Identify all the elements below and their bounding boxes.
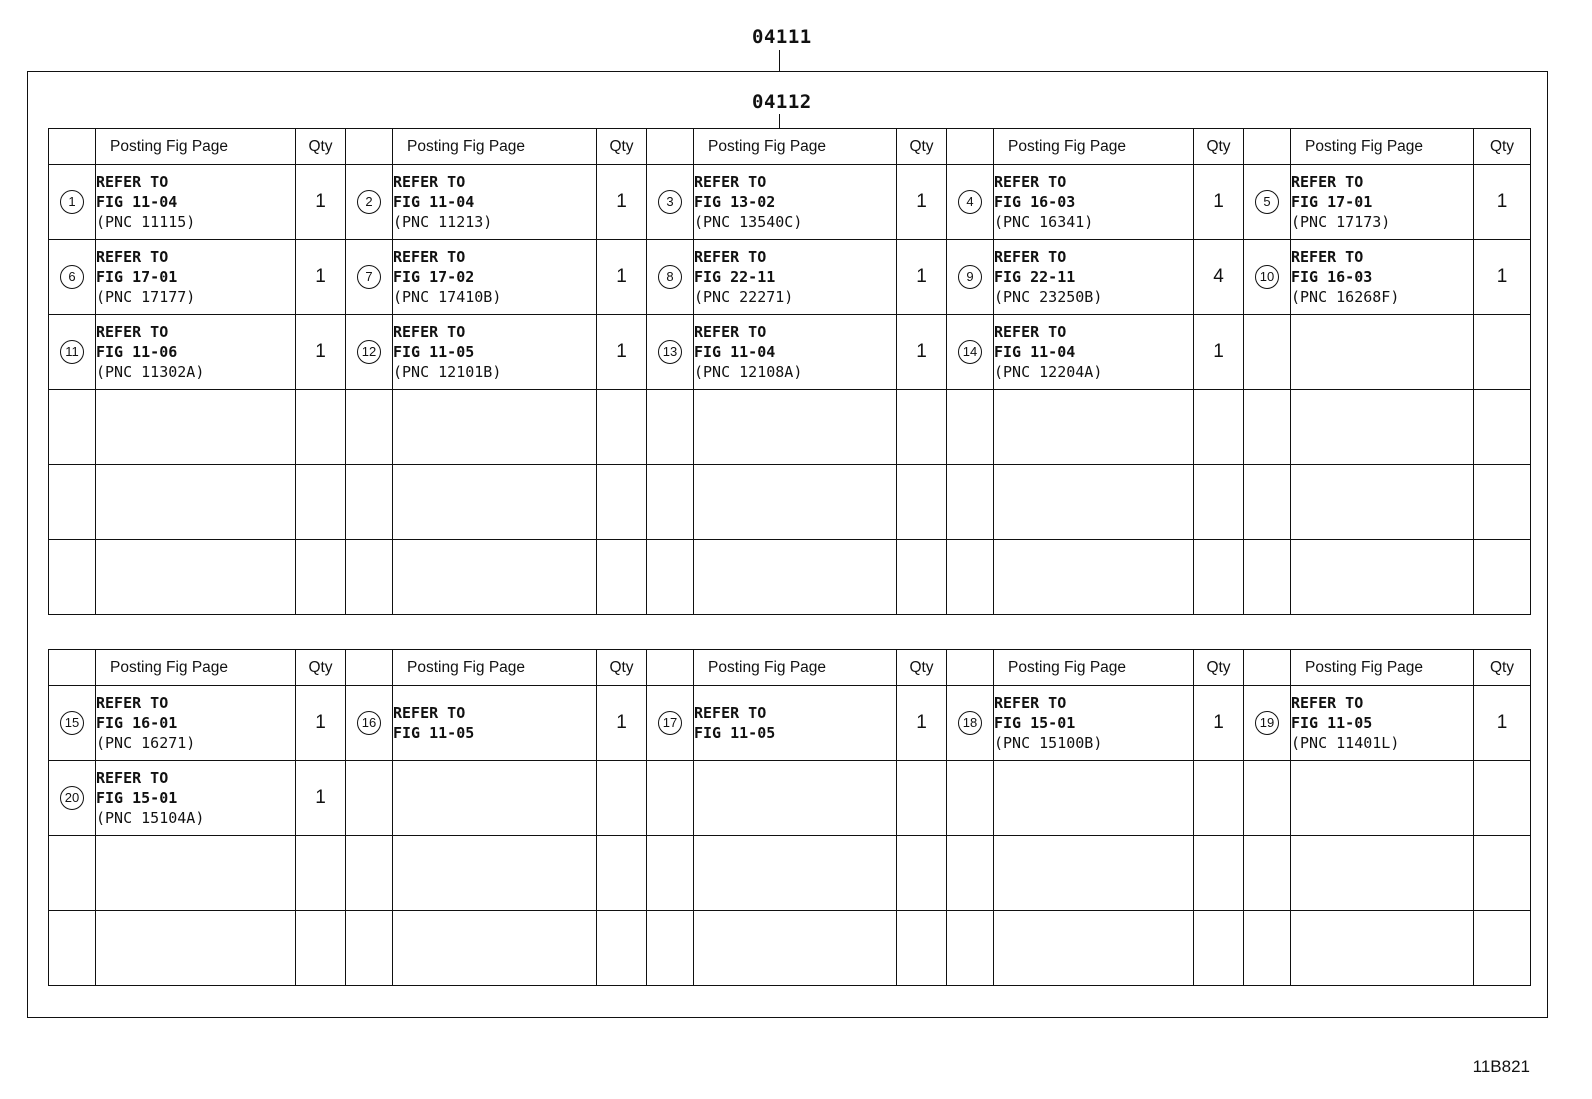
pnc-line: (PNC 11302A) [96,363,205,381]
reference-cell [393,240,597,315]
qty-cell [597,315,647,390]
item-number-cell [947,390,994,465]
table-row [49,686,1531,761]
qty-cell [597,240,647,315]
qty-cell [897,836,947,911]
item-number-cell [647,465,694,540]
refer-to-line: REFER TO [694,704,767,722]
reference-cell [1291,390,1474,465]
item-number-cell [346,540,393,615]
qty-value: 1 [916,266,927,287]
qty-cell [1194,390,1244,465]
item-number-cell [647,761,694,836]
qty-cell [296,240,346,315]
item-number-cell [947,315,994,390]
qty-value: 1 [315,191,326,212]
item-number-cell [1244,540,1291,615]
qty-cell [1194,686,1244,761]
reference-cell [96,686,296,761]
qty-cell [1474,240,1531,315]
refer-to-line: REFER TO [96,248,169,266]
pnc-line: (PNC 12108A) [694,363,803,381]
reference-cell [393,836,597,911]
qty-cell [897,686,947,761]
qty-value: 1 [1213,712,1224,733]
pnc-line: (PNC 12204A) [994,363,1103,381]
reference-cell [393,465,597,540]
item-number-cell [647,240,694,315]
item-number-cell [1244,315,1291,390]
fig-line: FIG 16-03 [994,193,1076,211]
qty-cell [1474,540,1531,615]
item-number-badge: 6 [60,265,84,289]
fig-line: FIG 17-01 [96,268,178,286]
item-number-cell [346,911,393,986]
qty-cell [897,761,947,836]
fig-line: FIG 22-11 [994,268,1076,286]
item-number-badge: 16 [357,711,381,735]
reference-cell [96,911,296,986]
reference-cell [694,836,897,911]
item-number-cell [647,315,694,390]
table-row [49,761,1531,836]
fig-line: FIG 13-02 [694,193,776,211]
refer-to-line: REFER TO [96,173,169,191]
header-number-cell [49,650,96,686]
qty-cell [296,911,346,986]
pnc-line: (PNC 17173) [1291,213,1391,231]
qty-cell [296,540,346,615]
reference-cell [1291,836,1474,911]
table-row [49,240,1531,315]
refer-to-line: REFER TO [694,173,767,191]
refer-to-line: REFER TO [393,323,466,341]
item-number-badge: 4 [958,190,982,214]
qty-cell [296,315,346,390]
qty-cell [1474,315,1531,390]
pnc-line: (PNC 17177) [96,288,196,306]
qty-cell [597,686,647,761]
reference-cell [694,165,897,240]
qty-cell [1194,836,1244,911]
item-number-badge: 5 [1255,190,1279,214]
reference-cell [96,836,296,911]
item-number-badge: 19 [1255,711,1279,735]
reference-cell [96,165,296,240]
item-number-badge: 15 [60,711,84,735]
item-number-cell [947,836,994,911]
refer-to-line: REFER TO [994,323,1067,341]
refer-to-line: REFER TO [994,248,1067,266]
header-posting-fig-page: Posting Fig Page [694,650,897,686]
item-number-badge: 2 [357,190,381,214]
qty-value: 1 [916,341,927,362]
item-number-badge: 9 [958,265,982,289]
qty-cell [897,315,947,390]
refer-to-line: REFER TO [96,769,169,787]
header-number-cell [647,650,694,686]
item-number-cell [947,761,994,836]
fig-line: FIG 16-01 [96,714,178,732]
table-header-row [49,650,1531,686]
item-number-cell [947,686,994,761]
reference-cell [96,390,296,465]
qty-value: 1 [1213,191,1224,212]
reference-cell [994,836,1194,911]
reference-cell [994,240,1194,315]
header-posting-fig-page: Posting Fig Page [994,650,1194,686]
qty-value: 1 [616,191,627,212]
qty-cell [1194,761,1244,836]
refer-to-line: REFER TO [393,248,466,266]
header-posting-fig-page: Posting Fig Page [96,650,296,686]
fig-line: FIG 11-05 [393,343,475,361]
fig-line: FIG 11-04 [393,193,475,211]
reference-cell [694,240,897,315]
refer-to-line: REFER TO [694,323,767,341]
qty-cell [296,165,346,240]
header-posting-fig-page: Posting Fig Page [694,129,897,165]
refer-to-line: REFER TO [994,694,1067,712]
refer-to-line: REFER TO [393,173,466,191]
qty-cell [1474,911,1531,986]
pnc-line: (PNC 11401L) [1291,734,1400,752]
reference-cell [694,315,897,390]
item-number-cell [346,836,393,911]
reference-cell [393,911,597,986]
reference-cell [994,761,1194,836]
pnc-line: (PNC 15100B) [994,734,1103,752]
qty-value: 1 [616,712,627,733]
header-posting-fig-page: Posting Fig Page [393,650,597,686]
table-row [49,540,1531,615]
header-qty: Qty [1474,650,1531,686]
item-number-badge: 7 [357,265,381,289]
fig-line: FIG 11-04 [994,343,1076,361]
pnc-line: (PNC 16271) [96,734,196,752]
qty-cell [897,465,947,540]
qty-value: 1 [616,341,627,362]
qty-cell [296,686,346,761]
header-number-cell [947,129,994,165]
item-number-cell [647,836,694,911]
item-number-cell [1244,761,1291,836]
reference-cell [1291,540,1474,615]
reference-cell [694,686,897,761]
item-number-badge: 14 [958,340,982,364]
item-number-cell [49,165,96,240]
qty-cell [1194,315,1244,390]
qty-cell [1194,165,1244,240]
reference-cell [694,761,897,836]
item-number-badge: 20 [60,786,84,810]
reference-cell [393,390,597,465]
item-number-cell [49,761,96,836]
header-qty: Qty [296,129,346,165]
qty-cell [597,465,647,540]
qty-value: 1 [315,712,326,733]
pnc-line: (PNC 15104A) [96,809,205,827]
item-number-badge: 12 [357,340,381,364]
label-04111: 04111 [752,26,812,48]
header-qty: Qty [1194,650,1244,686]
item-number-cell [947,240,994,315]
refer-to-line: REFER TO [393,704,466,722]
fig-line: FIG 22-11 [694,268,776,286]
header-qty: Qty [1474,129,1531,165]
qty-cell [1194,465,1244,540]
reference-cell [994,315,1194,390]
reference-cell [96,761,296,836]
item-number-cell [947,165,994,240]
item-number-cell [1244,686,1291,761]
qty-value: 1 [1213,341,1224,362]
table-row [49,390,1531,465]
item-number-cell [49,240,96,315]
item-number-cell [49,911,96,986]
item-number-cell [647,911,694,986]
item-number-cell [49,390,96,465]
item-number-cell [49,836,96,911]
item-number-cell [1244,836,1291,911]
item-number-badge: 11 [60,340,84,364]
reference-cell [96,540,296,615]
item-number-cell [647,540,694,615]
qty-cell [1474,465,1531,540]
qty-cell [597,540,647,615]
fig-line: FIG 15-01 [96,789,178,807]
qty-cell [1474,761,1531,836]
reference-cell [1291,761,1474,836]
item-number-cell [647,686,694,761]
header-qty: Qty [296,650,346,686]
qty-cell [1474,165,1531,240]
reference-cell [393,761,597,836]
item-number-cell [947,540,994,615]
reference-cell [1291,465,1474,540]
table-header-row [49,129,1531,165]
qty-value: 1 [315,341,326,362]
header-number-cell [947,650,994,686]
reference-cell [393,315,597,390]
item-number-cell [947,465,994,540]
header-number-cell [647,129,694,165]
leader-line-04112 [779,114,780,129]
item-number-badge: 18 [958,711,982,735]
reference-cell [994,540,1194,615]
leader-line-04111 [779,50,780,71]
refer-to-line: REFER TO [1291,173,1364,191]
item-number-badge: 1 [60,190,84,214]
fig-line: FIG 11-06 [96,343,178,361]
qty-cell [1474,390,1531,465]
figure-code: 11B821 [1472,1057,1530,1076]
header-number-cell [346,650,393,686]
reference-cell [96,465,296,540]
reference-cell [694,390,897,465]
item-number-cell [1244,465,1291,540]
item-number-badge: 17 [658,711,682,735]
item-number-cell [346,390,393,465]
refer-to-line: REFER TO [1291,694,1364,712]
reference-cell [994,686,1194,761]
header-qty: Qty [897,129,947,165]
pnc-line: (PNC 11115) [96,213,196,231]
table-row [49,165,1531,240]
pnc-line: (PNC 12101B) [393,363,502,381]
qty-cell [1474,686,1531,761]
reference-cell [96,240,296,315]
item-number-cell [49,315,96,390]
item-number-cell [947,911,994,986]
reference-cell [994,390,1194,465]
refer-to-line: REFER TO [994,173,1067,191]
header-number-cell [1244,129,1291,165]
header-posting-fig-page: Posting Fig Page [1291,650,1474,686]
pnc-line: (PNC 16268F) [1291,288,1400,306]
item-number-cell [647,165,694,240]
label-04112: 04112 [752,91,812,113]
fig-line: FIG 11-04 [694,343,776,361]
item-number-badge: 3 [658,190,682,214]
fig-line: FIG 11-05 [393,724,475,742]
reference-cell [1291,686,1474,761]
qty-value: 1 [315,266,326,287]
item-number-cell [346,761,393,836]
reference-cell [694,540,897,615]
item-number-cell [346,315,393,390]
item-number-cell [49,540,96,615]
pnc-line: (PNC 13540C) [694,213,803,231]
item-number-cell [346,240,393,315]
header-qty: Qty [597,129,647,165]
header-qty: Qty [597,650,647,686]
qty-cell [296,836,346,911]
item-number-cell [346,165,393,240]
qty-cell [897,911,947,986]
reference-cell [694,911,897,986]
qty-value: 4 [1213,266,1224,287]
item-number-cell [1244,390,1291,465]
pnc-line: (PNC 11213) [393,213,493,231]
item-number-cell [346,686,393,761]
pnc-line: (PNC 22271) [694,288,794,306]
qty-cell [1194,240,1244,315]
qty-cell [296,465,346,540]
reference-cell [393,686,597,761]
qty-cell [597,911,647,986]
header-posting-fig-page: Posting Fig Page [1291,129,1474,165]
table-row [49,465,1531,540]
reference-cell [1291,315,1474,390]
qty-value: 1 [315,787,326,808]
fig-line: FIG 15-01 [994,714,1076,732]
qty-cell [597,390,647,465]
refer-to-line: REFER TO [96,323,169,341]
parts-table-top [48,128,1531,615]
qty-cell [1194,540,1244,615]
pnc-line: (PNC 23250B) [994,288,1103,306]
qty-cell [897,165,947,240]
pnc-line: (PNC 16341) [994,213,1094,231]
item-number-cell [1244,911,1291,986]
header-qty: Qty [1194,129,1244,165]
qty-value: 1 [1496,712,1508,733]
header-posting-fig-page: Posting Fig Page [96,129,296,165]
qty-cell [597,761,647,836]
qty-cell [897,390,947,465]
item-number-cell [346,465,393,540]
parts-table-bottom [48,649,1531,986]
qty-cell [296,761,346,836]
qty-value: 1 [1496,266,1508,287]
refer-to-line: REFER TO [96,694,169,712]
header-number-cell [1244,650,1291,686]
qty-cell [897,540,947,615]
item-number-badge: 13 [658,340,682,364]
item-number-cell [1244,165,1291,240]
qty-cell [296,390,346,465]
table-row [49,911,1531,986]
qty-value: 1 [616,266,627,287]
qty-cell [897,240,947,315]
header-posting-fig-page: Posting Fig Page [994,129,1194,165]
table-row [49,836,1531,911]
header-posting-fig-page: Posting Fig Page [393,129,597,165]
item-number-cell [49,465,96,540]
qty-cell [597,165,647,240]
reference-cell [994,465,1194,540]
item-number-cell [49,686,96,761]
item-number-badge: 8 [658,265,682,289]
reference-cell [393,165,597,240]
fig-line: FIG 16-03 [1291,268,1373,286]
qty-value: 1 [1496,191,1508,212]
header-qty: Qty [897,650,947,686]
qty-value: 1 [916,191,927,212]
fig-line: FIG 11-05 [694,724,776,742]
reference-cell [1291,165,1474,240]
fig-line: FIG 17-02 [393,268,475,286]
reference-cell [1291,240,1474,315]
refer-to-line: REFER TO [694,248,767,266]
pnc-line: (PNC 17410B) [393,288,502,306]
fig-line: FIG 11-05 [1291,714,1373,732]
reference-cell [96,315,296,390]
qty-cell [1194,911,1244,986]
refer-to-line: REFER TO [1291,248,1364,266]
qty-value: 1 [916,712,927,733]
qty-cell [597,836,647,911]
table-row [49,315,1531,390]
qty-cell [1474,836,1531,911]
fig-line: FIG 17-01 [1291,193,1373,211]
fig-line: FIG 11-04 [96,193,178,211]
reference-cell [694,465,897,540]
header-number-cell [49,129,96,165]
item-number-cell [647,390,694,465]
item-number-cell [1244,240,1291,315]
reference-cell [393,540,597,615]
item-number-badge: 10 [1255,265,1279,289]
reference-cell [994,911,1194,986]
header-number-cell [346,129,393,165]
reference-cell [1291,911,1474,986]
reference-cell [994,165,1194,240]
